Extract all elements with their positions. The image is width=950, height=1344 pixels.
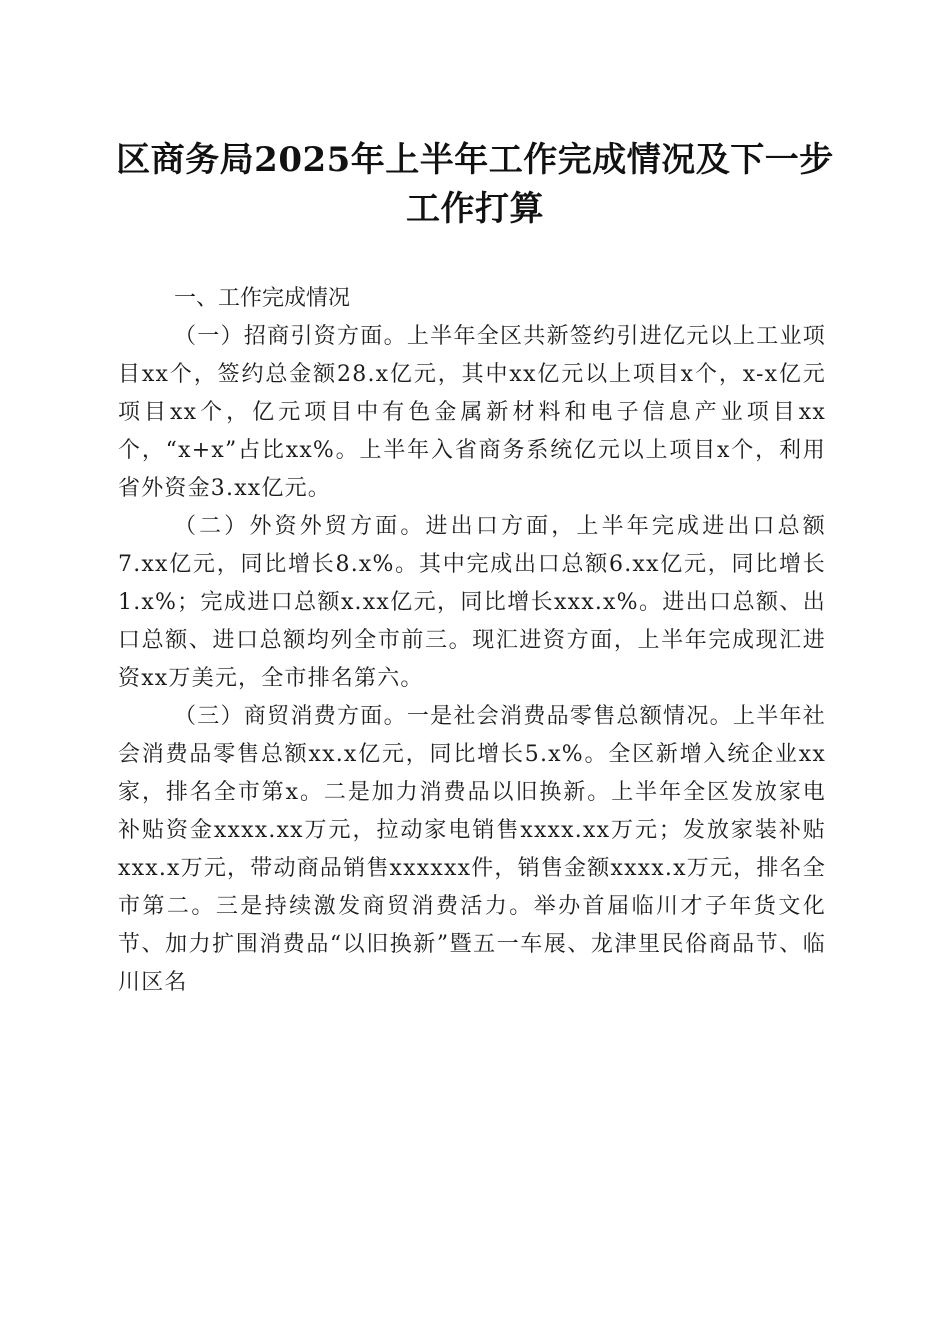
- document-title: 区商务局2025年上半年工作完成情况及下一步工作打算: [116, 140, 834, 229]
- paragraph-investment: （一）招商引资方面。上半年全区共新签约引进亿元以上工业项目xx个，签约总金额28.x亿元，其中xx亿元以上项目x个，x-x亿元项目xx个，亿元项目中有色金属新材料和电子信息产业项目xx个，“x+x”占比xx%。上半年入省商务系统亿元以上项目x个，利用省外资金3.xx亿元。: [118, 324, 826, 501]
- section-heading: 一、工作完成情况: [174, 286, 351, 311]
- document-body: [118, 280, 826, 1002]
- paragraph-consumption: （三）商贸消费方面。一是社会消费品零售总额情况。上半年社会消费品零售总额xx.x亿元，同比增长5.x%。全区新增入统企业xx家，排名全市第x。二是加力消费品以旧换新。上半年全区发放家电补贴资金xxxx.xx万元，拉动家电销售xxxx.xx万元；发放家装补贴xxx.x万元，带动商品销售xxxxxx件，销售金额xxxx.x万元，排名全市第二。三是持续激发商贸消费活力。举办首届临川才子年货文化节、加力扩围消费品“以旧换新”暨五一车展、龙津里民俗商品节、临川区名: [118, 704, 826, 995]
- paragraph-foreign-trade: （二）外资外贸方面。进出口方面，上半年完成进出口总额7.xx亿元，同比增长8.x%。其中完成出口总额6.xx亿元，同比增长1.x%；完成进口总额x.xx亿元，同比增长xxx.x%。进出口总额、出口总额、进口总额均列全市前三。现汇进资方面，上半年完成现汇进资xx万美元，全市排名第六。: [118, 514, 826, 691]
